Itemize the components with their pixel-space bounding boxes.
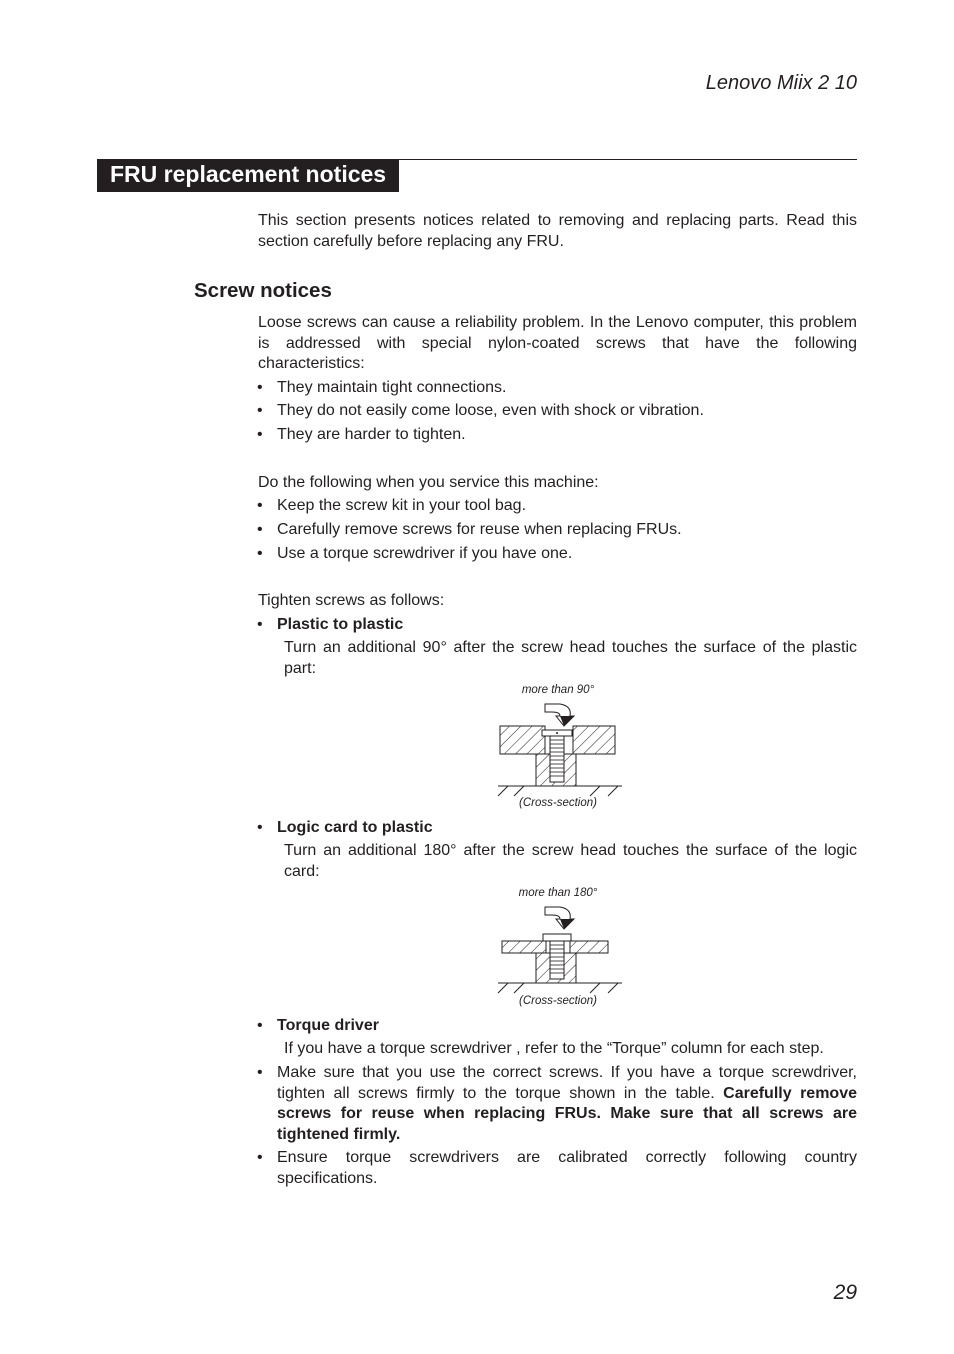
section-title: FRU replacement notices (97, 159, 399, 192)
list-item-text: Keep the screw kit in your tool bag. (277, 497, 527, 514)
logic-label: Logic card to plastic (277, 819, 433, 836)
figure-caption-plastic: (Cross-section) (519, 797, 597, 809)
bullet-marker: • (257, 379, 263, 396)
screw-intro: Loose screws can cause a reliability problem. In the Lenovo computer, this problem is addressed with special nylon-coated screws that have the following characteristics: (258, 314, 857, 372)
bullet-marker: • (257, 1064, 263, 1081)
plastic-text: Turn an additional 90° after the screw head touches the surface of the plastic part: (284, 639, 857, 677)
correct-screws-text: Make sure that you use the correct screws. If you have a torque screwdriver, tighten all screws firmly to the torque shown in the table. (277, 1064, 857, 1102)
torque-label: Torque driver (277, 1017, 379, 1034)
bullet-marker: • (257, 402, 263, 419)
service-intro: Do the following when you service this machine: (258, 474, 599, 491)
list-item-text: They do not easily come loose, even with shock or vibration. (277, 402, 704, 419)
tighten-intro: Tighten screws as follows: (258, 592, 445, 609)
figure-label-180: more than 180° (518, 887, 598, 899)
bullet-marker: • (257, 1149, 263, 1166)
correct-screws-emphasis: Carefully remove screws for reuse when replacing FRUs. Make sure that all screws are tightened firmly. (277, 1084, 857, 1143)
screw-notices-heading: Screw notices (194, 279, 332, 302)
list-item-text: They are harder to tighten. (277, 426, 466, 443)
bullet-marker: • (257, 521, 263, 538)
bullet-marker: • (257, 1017, 263, 1034)
list-item-text: Ensure torque screwdrivers are calibrated correctly following country specifications. (277, 1149, 857, 1187)
running-header: Lenovo Miix 2 10 (705, 72, 857, 94)
list-item-text: Use a torque screwdriver if you have one. (277, 545, 573, 562)
screw-diagram-plastic (490, 700, 630, 798)
list-item-text: They maintain tight connections. (277, 379, 507, 396)
page-number: 29 (833, 1281, 857, 1304)
bullet-marker: • (257, 426, 263, 443)
plastic-label: Plastic to plastic (277, 616, 404, 633)
bullet-marker: • (257, 497, 263, 514)
logic-text: Turn an additional 180° after the screw head touches the surface of the logic card: (284, 842, 857, 880)
bullet-marker: • (257, 545, 263, 562)
list-item-text: Carefully remove screws for reuse when replacing FRUs. (277, 521, 682, 538)
section-intro: This section presents notices related to removing and replacing parts. Read this section carefully before replacing any FRU. (258, 212, 857, 250)
figure-caption-logic: (Cross-section) (519, 995, 597, 1007)
figure-label-90: more than 90° (521, 684, 595, 696)
bullet-marker: • (257, 616, 263, 633)
screw-diagram-logic (490, 903, 630, 995)
list-item-text (277, 1063, 857, 1145)
torque-text: If you have a torque screwdriver , refer to the “Torque” column for each step. (284, 1040, 824, 1057)
bullet-marker: • (257, 819, 263, 836)
